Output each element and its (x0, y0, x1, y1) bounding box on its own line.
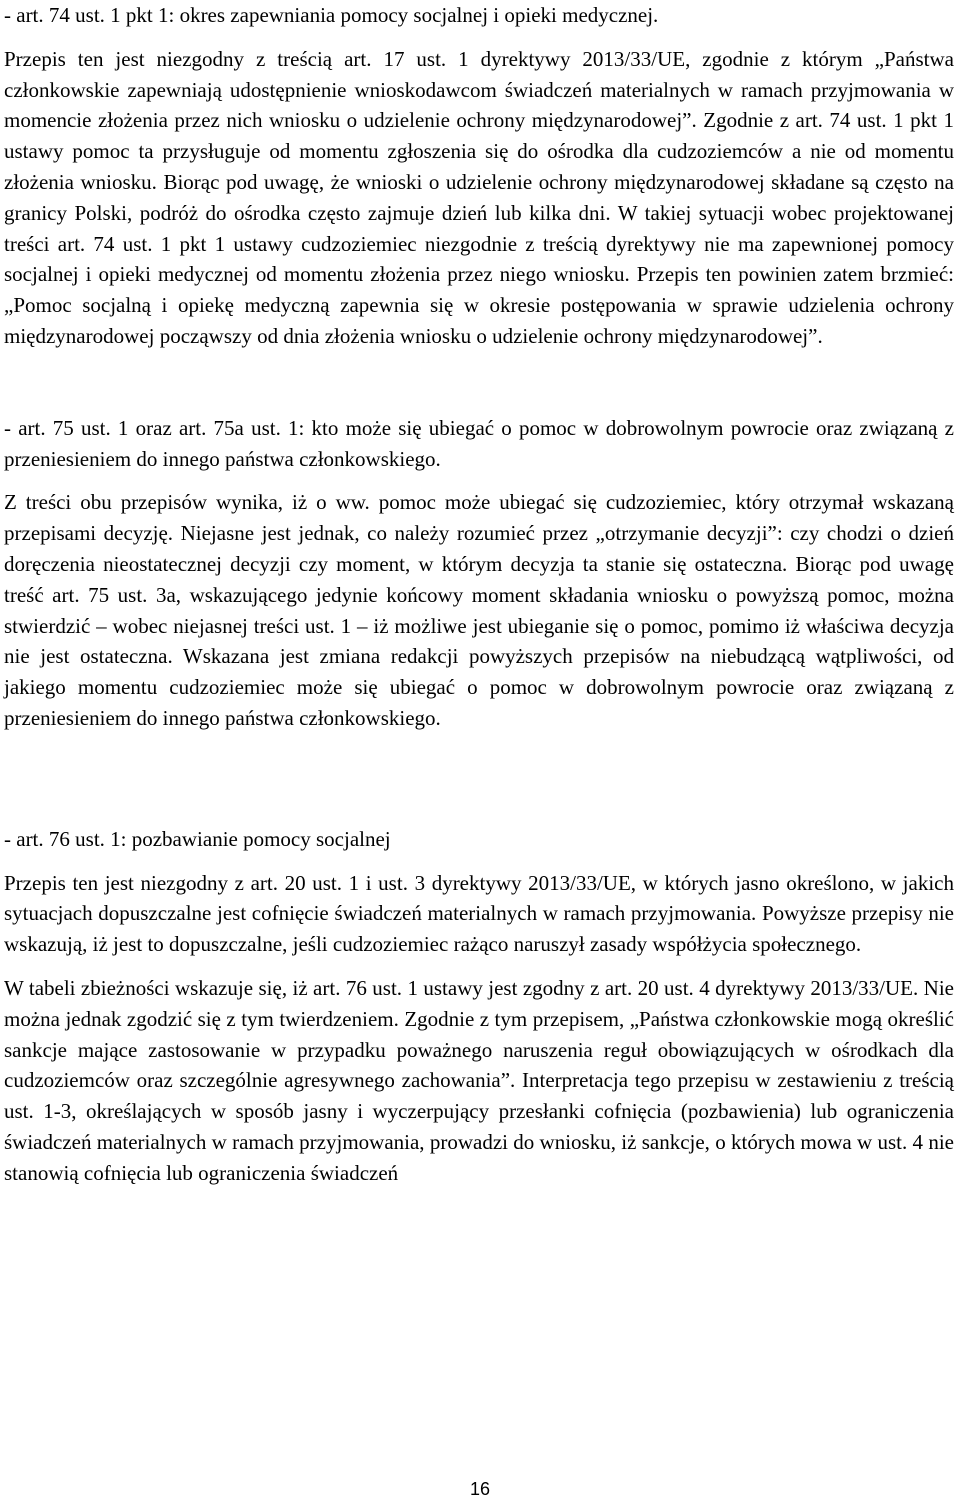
paragraph-art-74-analysis: Przepis ten jest niezgodny z treścią art. 17 ust. 1 dyrektywy 2013/33/UE, zgodnie z którym „Państwa członkowskie zapewniają udostępnienie wnioskodawcom świadczeń materialnych w ramach przyjmowania w momencie złożenia przez nich wniosku o udzielenie ochrony międzynarodowej”. Zgodnie z art. 74 ust. 1 pkt 1 ustawy pomoc ta przysługuje od momentu zgłoszenia się do ośrodka dla cudzoziemców a nie od momentu złożenia wniosku. Biorąc pod uwagę, że wnioski o udzielenie ochrony międzynarodowej składane są często na granicy Polski, podróż do ośrodka często zajmuje dzień lub kilka dni. W takiej sytuacji wobec projektowanej treści art. 74 ust. 1 pkt 1 ustawy cudzoziemiec niezgodnie z treścią dyrektywy nie ma zapewnionej pomocy socjalnej i opieki medycznej od momentu złożenia przez niego wniosku. Przepis ten powinien zatem brzmieć: „Pomoc socjalną i opiekę medyczną zapewnia się w okresie postępowania w sprawie udzielenia ochrony międzynarodowej począwszy od dnia złożenia wniosku o udzielenie ochrony międzynarodowej”. (4, 46, 954, 348)
paragraph-art-76-analysis: Przepis ten jest niezgodny z art. 20 ust. 1 i ust. 3 dyrektywy 2013/33/UE, w których jasno określono, w jakich sytuacjach dopuszczalne jest cofnięcie świadczeń materialnych w ramach przyjmowania. Powyższe przepisy nie wskazują, iż jest to dopuszczalne, jeśli cudzoziemiec rażąco naruszył zasady współżycia społecznego. (4, 870, 954, 957)
paragraph-art-76-concordance: W tabeli zbieżności wskazuje się, iż art. 76 ust. 1 ustawy jest zgodny z art. 20 ust. 4 dyrektywy 2013/33/UE. Nie można jednak zgodzić się z tym twierdzeniem. Zgodnie z tym przepisem, „Państwa członkowskie mogą określić sankcje mające zastosowanie w przypadku poważnego naruszenia reguł obowiązujących w ośrodkach dla cudzoziemców oraz szczególnie agresywnego zachowania”. Interpretacja tego przepisu w zestawieniu z treścią ust. 1-3, określających w sposób jasny i wyczerpujący przesłanki cofnięcia (pozbawienia) lub ograniczenia świadczeń materialnych w ramach przyjmowania, prowadzi do wniosku, iż sankcje, o których mowa w ust. 4 nie stanowią cofnięcia lub ograniczenia świadczeń (4, 975, 954, 1185)
section-heading-art-75: - art. 75 ust. 1 oraz art. 75a ust. 1: kto może się ubiegać o pomoc w dobrowolnym powrocie oraz związaną z przeniesieniem do innego państwa członkowskiego. (4, 415, 954, 471)
paragraph-art-75-analysis: Z treści obu przepisów wynika, iż o ww. pomoc może ubiegać się cudzoziemiec, który otrzymał wskazaną przepisami decyzję. Niejasne jest jednak, co należy rozumieć przez „otrzymanie decyzji”: czy chodzi o dzień doręczenia nieostatecznej decyzji czy moment, w którym decyzja ta stanie się ostateczna. Biorąc pod uwagę treść art. 75 ust. 3a, wskazującego jedynie końcowy moment składania wniosku o powyższą pomoc, można stwierdzić – wobec niejasnej treści ust. 1 – iż możliwe jest ubieganie się o pomoc, pomimo iż właściwa decyzja nie jest ostateczna. Wskazana jest zmiana redakcji powyższych przepisów na niebudzącą wątpliwości, od jakiego momentu cudzoziemiec może się ubiegać o pomoc w dobrowolnym powrocie oraz związaną z przeniesieniem do innego państwa członkowskiego. (4, 490, 954, 730)
page-number: 16 (469, 1479, 491, 1499)
section-gap (4, 734, 954, 824)
paragraph-gap (4, 31, 954, 44)
paragraph-gap (4, 474, 954, 487)
paragraph-gap (4, 960, 954, 973)
section-heading-art-74: - art. 74 ust. 1 pkt 1: okres zapewniania pomocy socjalnej i opieki medycznej. (4, 3, 659, 27)
section-heading-art-76: - art. 76 ust. 1: pozbawianie pomocy socjalnej (4, 826, 391, 851)
paragraph-gap (4, 855, 954, 868)
section-gap (4, 352, 954, 413)
document-page (4, 0, 954, 1189)
